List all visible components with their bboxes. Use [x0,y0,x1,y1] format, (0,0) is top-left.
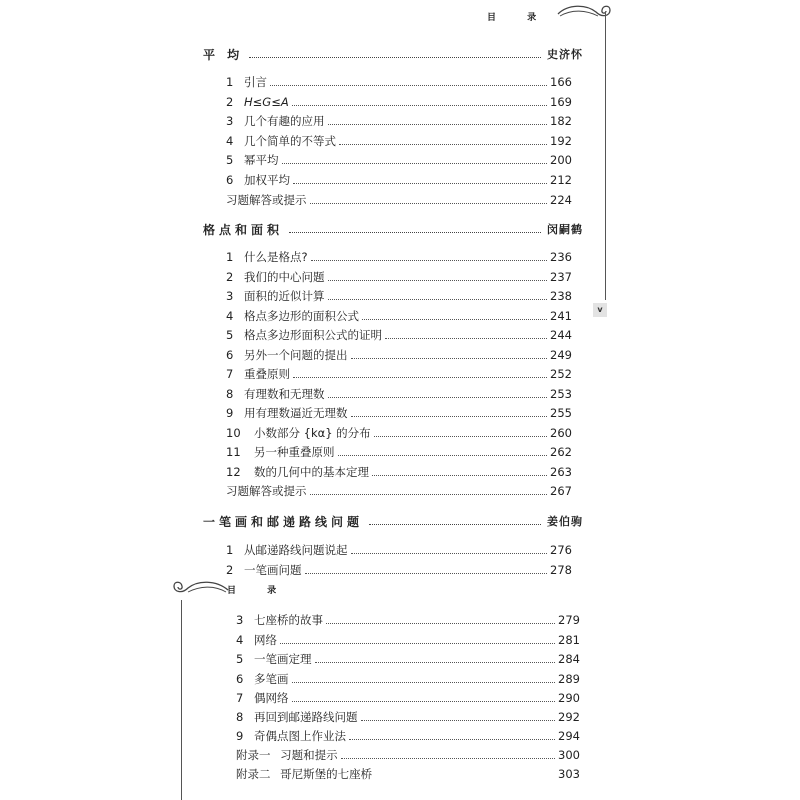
entry-number: 11 [226,445,241,459]
entry-title: 另一种重叠原则 [254,445,335,459]
toc-entry[interactable] [226,133,572,149]
section-heading [203,45,583,63]
toc-entry[interactable] [226,405,572,421]
entry-page: 252 [550,367,572,381]
entry-number: 3 [236,613,244,627]
entry-title: 另外一个问题的提出 [244,348,348,362]
entry-title: 重叠原则 [244,367,290,381]
entry-title: 格点多边形的面积公式 [244,309,359,323]
leader-dots [310,197,548,204]
toc-entry[interactable] [226,308,572,324]
entry-number: 2 [226,270,234,284]
leader-dots [293,371,547,378]
entry-number: 4 [226,309,234,323]
entry-page: 279 [558,613,580,627]
entry-page: 212 [550,173,572,187]
entry-number: 7 [236,691,244,705]
section-heading [203,220,583,238]
leader-dots [315,656,556,663]
leader-dots [338,449,548,456]
entry-number: 3 [226,114,234,128]
entry-title: 几个有趣的应用 [244,114,325,128]
entry-page: 267 [550,484,572,498]
entry-page: 276 [550,543,572,557]
entry-page: 200 [550,153,572,167]
leader-dots [361,714,556,721]
leader-dots [385,332,547,339]
entry-number: 1 [226,250,234,264]
leader-dots [328,293,548,300]
leader-dots [310,488,548,495]
leader-dots [326,617,555,624]
toc-entry[interactable] [236,690,580,706]
leader-dots [292,99,547,106]
toc-entry[interactable] [226,113,572,129]
leader-dots [351,352,548,359]
entry-title: H≤G≤A [244,95,289,109]
entry-number: 6 [236,672,244,686]
entry-title: 习题解答或提示 [226,484,307,498]
entry-page: 253 [550,387,572,401]
entry-title: 小数部分 {kα} 的分布 [254,426,371,440]
entry-title: 什么是格点? [244,250,308,264]
toc-entry[interactable] [226,269,572,285]
entry-title: 引言 [244,75,267,89]
toc-entry[interactable] [226,288,572,304]
entry-page: 224 [550,193,572,207]
toc-entry[interactable] [226,327,572,343]
entry-page: 278 [550,563,572,577]
entry-number: 12 [226,465,241,479]
entry-number: 1 [226,75,234,89]
entry-title: 奇偶点图上作业法 [254,729,346,743]
toc-entry[interactable] [236,671,580,687]
leader-dots [292,676,556,683]
entry-page: 300 [558,748,580,762]
toc-entry[interactable] [226,172,572,188]
entry-page: 263 [550,465,572,479]
section-title: 格点和面积 [203,222,284,237]
entry-page: 281 [558,633,580,647]
entry-number: 9 [226,406,234,420]
toc-entry[interactable] [236,728,580,744]
toc-entry[interactable] [236,747,580,763]
leader-dots [328,274,548,281]
leader-dots [305,567,548,574]
entry-number: 5 [236,652,244,666]
toc-entry[interactable] [236,632,580,648]
toc-entry[interactable] [226,152,572,168]
entry-page: 294 [558,729,580,743]
entry-number: 5 [226,328,234,342]
entry-title: 我们的中心问题 [244,270,325,284]
entry-number: 1 [226,543,234,557]
entry-page: 166 [550,75,572,89]
entry-title: 一笔画问题 [244,563,302,577]
leader-dots [341,752,555,759]
toc-entry[interactable] [226,542,572,558]
toc-entry[interactable] [226,562,572,578]
entry-page: 192 [550,134,572,148]
entry-page: 238 [550,289,572,303]
toc-entry[interactable] [226,94,572,110]
entry-page: 262 [550,445,572,459]
leader-dots [282,157,548,164]
section-author: 闵嗣鹤 [547,223,583,236]
leader-dots [372,469,547,476]
toc-entry[interactable] [236,651,580,667]
entry-number: 5 [226,153,234,167]
entry-title: 一笔画定理 [254,652,312,666]
toc-entry[interactable] [226,444,572,460]
leader-dots [311,254,547,261]
entry-page: 237 [550,270,572,284]
section-author: 史济怀 [547,48,583,61]
entry-page: 303 [558,767,580,781]
running-header: 目 录 [227,586,291,596]
leader-dots [374,430,547,437]
leader-dots [293,177,547,184]
entry-title: 七座桥的故事 [254,613,323,627]
entry-page: 289 [558,672,580,686]
entry-number: 2 [226,95,234,109]
entry-number: 2 [226,563,234,577]
entry-number: 9 [236,729,244,743]
entry-title: 再回到邮递路线问题 [254,710,358,724]
entry-page: 236 [550,250,572,264]
entry-number: 6 [226,173,234,187]
entry-page: 244 [550,328,572,342]
leader-dots [249,51,541,58]
toc-entry[interactable] [236,612,580,628]
entry-number: 7 [226,367,234,381]
entry-title: 格点多边形面积公式的证明 [244,328,382,342]
entry-title: 附录一 习题和提示 [236,748,338,762]
toc-entry[interactable] [226,74,572,90]
toc-entry[interactable] [226,483,572,499]
entry-title: 幂平均 [244,153,279,167]
leader-dots [270,79,547,86]
toc-entry[interactable] [226,192,572,208]
section-author: 姜伯驹 [547,515,583,528]
leader-dots [351,410,548,417]
leader-dots [328,391,548,398]
entry-title: 有理数和无理数 [244,387,325,401]
leader-dots [351,547,548,554]
leader-dots [292,695,556,702]
toc-entry[interactable] [226,249,572,265]
section-title: 平 均 [203,47,244,62]
leader-dots [328,118,548,125]
entry-page: 241 [550,309,572,323]
leader-dots [369,518,541,525]
toc-entry[interactable] [226,425,572,441]
entry-page: 249 [550,348,572,362]
entry-number: 3 [226,289,234,303]
leader-dots [280,637,555,644]
entry-number: 8 [236,710,244,724]
scroll-ornament-icon [166,578,230,600]
leader-dots [289,226,541,233]
leader-dots [349,733,555,740]
toc-entry[interactable] [226,347,572,363]
entry-page: 260 [550,426,572,440]
entry-number: 8 [226,387,234,401]
entry-title: 从邮递路线问题说起 [244,543,348,557]
entry-number: 6 [226,348,234,362]
margin-rule [181,600,182,800]
entry-title: 多笔画 [254,672,289,686]
entry-title: 数的几何中的基本定理 [254,465,369,479]
entry-title: 面积的近似计算 [244,289,325,303]
leader-dots [339,138,547,145]
entry-page: 284 [558,652,580,666]
entry-title: 几个简单的不等式 [244,134,336,148]
toc-entry[interactable] [236,709,580,725]
entry-number: 4 [226,134,234,148]
entry-title: 网络 [254,633,277,647]
entry-page: 292 [558,710,580,724]
section-heading [203,512,583,530]
entry-page: 169 [550,95,572,109]
leader-dots [362,313,547,320]
page-number-marker: v [593,303,607,317]
section-title: 一笔画和邮递路线问题 [203,514,364,529]
toc-entry[interactable] [226,464,572,480]
entry-page: 290 [558,691,580,705]
entry-page: 255 [550,406,572,420]
entry-title: 附录二 哥尼斯堡的七座桥 [236,767,373,781]
toc-entry[interactable] [226,386,572,402]
entry-page: 182 [550,114,572,128]
entry-title: 加权平均 [244,173,290,187]
entry-title: 习题解答或提示 [226,193,307,207]
entry-number: 10 [226,426,241,440]
toc-entry[interactable] [226,366,572,382]
running-header: 目 录 [487,13,551,23]
entry-title: 用有理数逼近无理数 [244,406,348,420]
entry-title: 偶网络 [254,691,289,705]
entry-number: 4 [236,633,244,647]
toc-entry[interactable] [236,766,580,782]
margin-rule [605,12,606,300]
